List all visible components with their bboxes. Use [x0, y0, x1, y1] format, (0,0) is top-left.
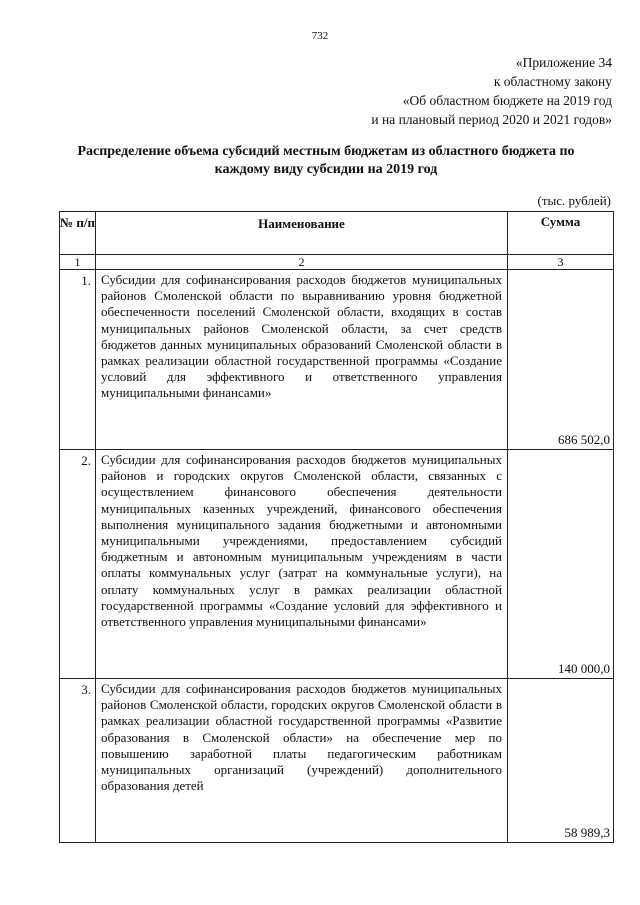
column-index: 2 [96, 255, 508, 270]
row-sum: 58 989,3 [508, 679, 614, 843]
page-number: 732 [311, 30, 329, 42]
table-row [60, 270, 614, 450]
row-name: Субсидии для софинансирования расходов бюджетов муниципальных районов Смоленской области по выравниванию уровня бюджетной обеспеченности поселений Смоленской области, входящих в состав муниципальных районов Смоленской области, за счет средств бюджетов данных муниципальных образований Смоленской области в рамках реализации областной государственной программы «Создание условий для эффективного и ответственного управления муниципальными финансами» [96, 270, 508, 450]
appendix-line: к областному закону [493, 74, 612, 89]
column-index: 3 [508, 255, 614, 270]
row-name: Субсидии для софинансирования расходов бюджетов муниципальных районов Смоленской области, городских округов Смоленской области в рамках реализации областной государственной программы «Развитие образования в Смоленской области» на обеспечение мер по повышению заработной платы педагогическим работникам муниципальных организаций (учреждений) дополнительного образования детей [96, 679, 508, 843]
table-row [60, 679, 614, 843]
column-index: 1 [60, 255, 96, 270]
appendix-reference [371, 53, 612, 129]
header-number: № п/п [60, 212, 96, 255]
header-sum: Сумма [508, 212, 614, 255]
row-sum: 140 000,0 [508, 450, 614, 679]
subsidies-table [59, 211, 614, 843]
row-sum: 686 502,0 [508, 270, 614, 450]
column-index-row [60, 255, 614, 270]
title-line: Распределение объема субсидий местным бюджетам из областного бюджета по [77, 144, 575, 159]
appendix-line: «Об областном бюджете на 2019 год [402, 93, 612, 108]
table-row [60, 450, 614, 679]
units-label: (тыс. рублей) [537, 193, 611, 208]
appendix-line: и на плановый период 2020 и 2021 годов» [371, 112, 612, 127]
row-number: 3. [60, 679, 96, 843]
row-number: 2. [60, 450, 96, 679]
title-line: каждому виду субсидии на 2019 год [214, 162, 438, 177]
row-name: Субсидии для софинансирования расходов бюджетов муниципальных районов и городских округов Смоленской области, связанных с осуществлением финансового обеспечения деятельности муниципальных казенных учреждений, финансового обеспечения выполнения муниципального задания бюджетными и автономными муниципальными учреждениями, предоставлением субсидий бюджетным и автономным муниципальным учреждениям в части оплаты коммунальных услуг (затрат на коммунальные услуги), на оплату коммунальных услуг в рамках реализации областной государственной программы «Создание условий для эффективного и ответственного управления муниципальными финансами» [96, 450, 508, 679]
appendix-line: «Приложение 34 [515, 55, 612, 70]
row-number: 1. [60, 270, 96, 450]
table-header-row [60, 212, 614, 255]
header-name: Наименование [96, 212, 508, 255]
document-title [40, 143, 612, 179]
